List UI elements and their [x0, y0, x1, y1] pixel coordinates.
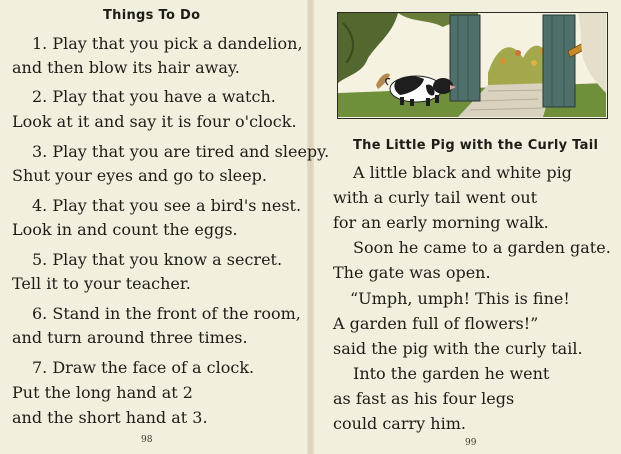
text-line: 7. Draw the face of a clock.: [32, 358, 255, 377]
left-page-number: 98: [141, 435, 153, 445]
text-line: A garden full of flowers!”: [333, 314, 539, 333]
text-line: Look in and count the eggs.: [12, 220, 238, 239]
gate-right: [543, 15, 575, 107]
text-line: 1. Play that you pick a dandelion,: [32, 34, 303, 53]
text-line: 2. Play that you have a watch.: [32, 87, 276, 106]
text-line: Into the garden he went: [353, 364, 550, 383]
text-line: 5. Play that you know a secret.: [32, 250, 283, 269]
right-page-number: 99: [465, 438, 477, 448]
text-line: for an early morning walk.: [333, 213, 549, 232]
pig-garden-illustration: [337, 12, 608, 119]
text-line: and the short hand at 3.: [12, 408, 208, 427]
text-line: and then blow its hair away.: [12, 58, 240, 77]
illustration-svg: [338, 13, 606, 117]
text-line: Look at it and say it is four o'clock.: [12, 112, 297, 131]
text-line: and turn around three times.: [12, 328, 248, 347]
book-gutter: [307, 0, 314, 454]
right-page-title: The Little Pig with the Curly Tail: [353, 138, 599, 153]
left-page-title: Things To Do: [103, 8, 201, 23]
text-line: Shut your eyes and go to sleep.: [12, 166, 267, 185]
text-line: 6. Stand in the front of the room,: [32, 304, 301, 323]
text-line: 3. Play that you are tired and sleepy.: [32, 142, 330, 161]
text-line: The gate was open.: [333, 263, 491, 282]
text-line: said the pig with the curly tail.: [333, 339, 583, 358]
gate-left: [450, 15, 480, 101]
text-line: could carry him.: [333, 414, 466, 433]
text-line: as fast as his four legs: [333, 389, 515, 408]
text-line: 4. Play that you see a bird's nest.: [32, 196, 302, 215]
text-line: Soon he came to a garden gate.: [353, 238, 611, 257]
text-line: Tell it to your teacher.: [12, 274, 191, 293]
text-line: “Umph, umph! This is fine!: [350, 289, 570, 308]
text-line: Put the long hand at 2: [12, 383, 193, 402]
text-line: with a curly tail went out: [333, 188, 538, 207]
text-line: A little black and white pig: [353, 163, 572, 182]
